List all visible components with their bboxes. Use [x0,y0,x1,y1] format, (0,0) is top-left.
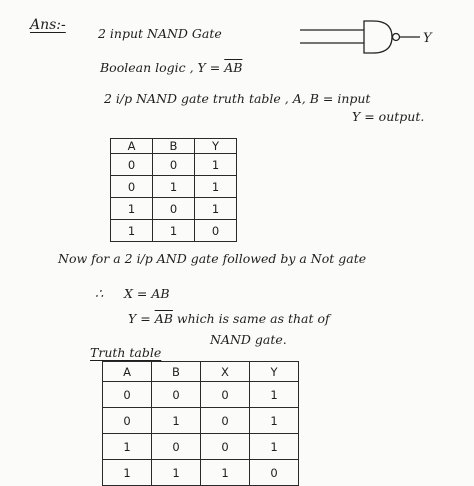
nand-truth-table [110,138,237,242]
table-cell: 0 [103,382,152,408]
table-cell: 0 [111,154,153,176]
x-equation [124,288,170,301]
table-cell: 0 [201,408,250,434]
table-header-cell: Y [195,139,237,154]
table-cell: 1 [152,460,201,486]
page-title: 2 input NAND Gate [98,26,222,41]
table-header-row [111,139,237,154]
table-header-cell: A [111,139,153,154]
table-row [111,220,237,242]
table-cell: 0 [153,198,195,220]
explanation-line: Now for a 2 i/p AND gate followed by a Not gate [58,251,367,266]
table-row [111,198,237,220]
table-cell: 1 [153,176,195,198]
table-header-cell: Y [250,362,299,382]
y-equation-line [128,313,330,326]
truth-table-label: Truth table [90,345,162,360]
table-cell: 0 [152,382,201,408]
therefore-symbol: ∴ [95,287,104,302]
boolean-logic-expression: $\overline{AB}$ [224,60,243,75]
table-row [103,382,299,408]
truth-table-intro: 2 i/p NAND gate truth table , A, B = input [104,91,371,106]
x-equation-text: X = AB [124,286,170,301]
table-cell: 1 [195,198,237,220]
table-cell: 0 [250,460,299,486]
table-cell: 1 [152,408,201,434]
answer-label: Ans:- [30,17,66,33]
table-row [111,154,237,176]
gate-inversion-bubble [393,34,400,41]
table-cell: 0 [103,408,152,434]
y-equation-expression: $\overline{AB}$ [154,311,173,326]
output-definition: Y = output. [352,109,425,124]
table-cell: 1 [103,434,152,460]
table-row [111,176,237,198]
table-row [103,434,299,460]
gate-body [364,21,392,53]
gate-output-label: Y [423,31,432,46]
table-cell: 1 [201,460,250,486]
table-cell: 1 [250,408,299,434]
table-cell: 0 [195,220,237,242]
nand-gate-drawing [300,21,420,53]
table-header-row [103,362,299,382]
boolean-logic-prefix: Boolean logic , Y = [100,60,225,75]
nand-gate-symbol [0,0,474,90]
table-cell: 1 [250,434,299,460]
and-not-truth-table [102,361,299,486]
table-cell: 0 [152,434,201,460]
table-cell: 0 [201,434,250,460]
table-cell: 1 [250,382,299,408]
table-cell: 1 [103,460,152,486]
table-row [103,408,299,434]
table-header-cell: B [153,139,195,154]
table-cell: 1 [111,198,153,220]
table-cell: 1 [195,154,237,176]
table-cell: 0 [153,154,195,176]
boolean-logic-line [100,62,242,75]
table-header-cell: X [201,362,250,382]
table-cell: 1 [195,176,237,198]
y-equation-suffix: which is same as that of [172,311,330,326]
y-equation-prefix: Y = [128,311,155,326]
table-header-cell: B [152,362,201,382]
table-row [103,460,299,486]
table-cell: 1 [111,220,153,242]
table-cell: 0 [111,176,153,198]
table-header-cell: A [103,362,152,382]
table-cell: 0 [201,382,250,408]
table-cell: 1 [153,220,195,242]
nand-gate-note: NAND gate. [210,332,287,347]
